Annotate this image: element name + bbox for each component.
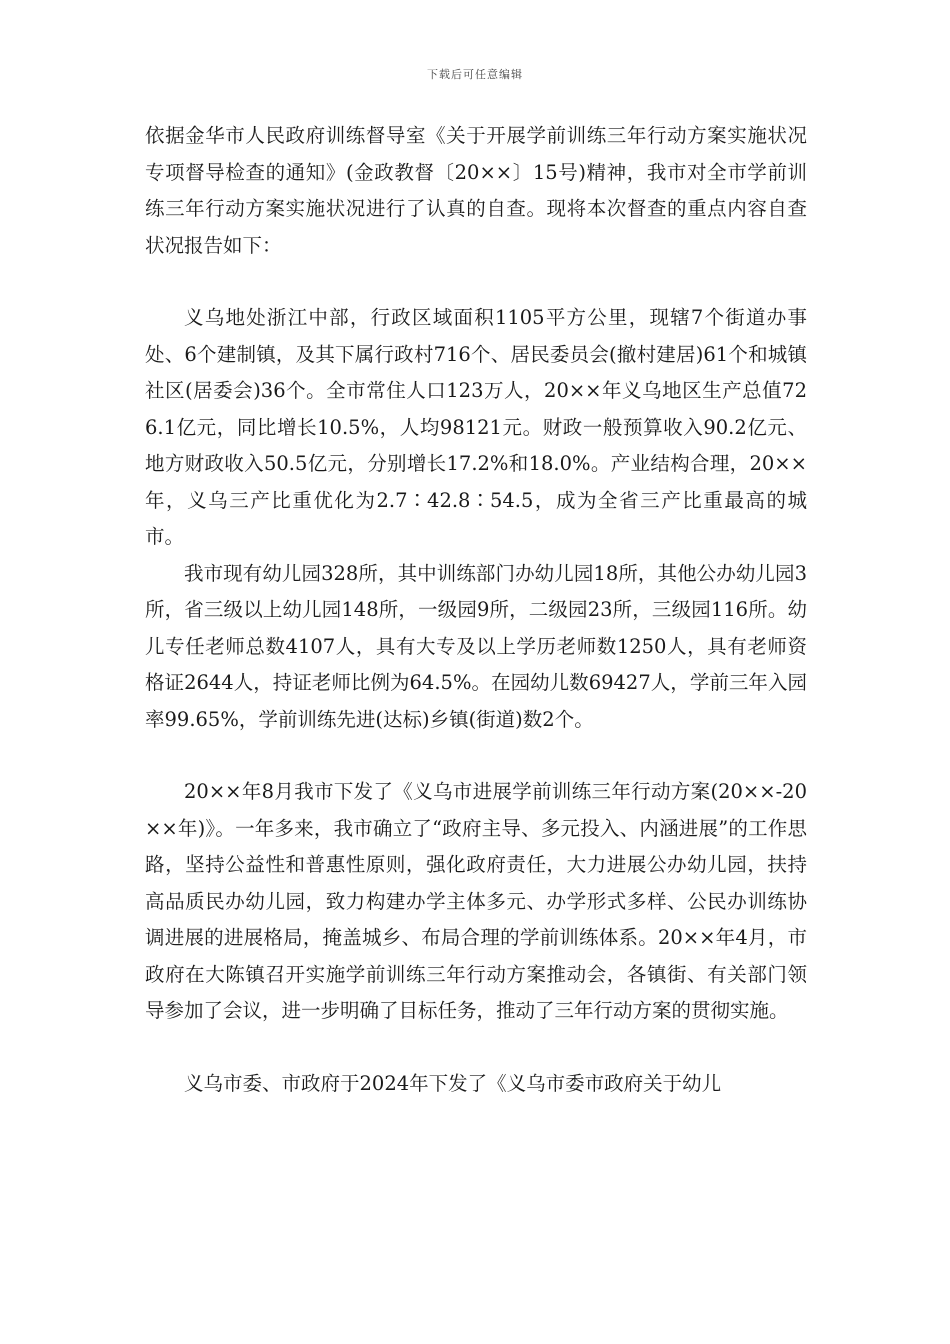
paragraph-kindergartens: 我市现有幼儿园328所，其中训练部门办幼儿园18所，其他公办幼儿园3所，省三级以上幼儿园148所，一级园9所，二级园23所，三级园116所。幼儿专任老师总数4107人，具有大专及以上学历老师数1250人，具有老师资格证2644人，持证老师比例为64.5%。在园幼儿数69427人，学前三年入园率99.65%，学前训练先进(达标)乡镇(街道)数2个。	[145, 561, 807, 731]
header-note: 下载后可任意编辑	[427, 68, 523, 81]
paragraph-intro: 依据金华市人民政府训练督导室《关于开展学前训练三年行动方案实施状况专项督导检查的通知》(金政教督〔20××〕15号)精神，我市对全市学前训练三年行动方案实施状况进行了认真的自查。现将本次督查的重点内容自查状况报告如下：	[145, 124, 807, 257]
document-body	[145, 118, 807, 1102]
paragraph-action-plan: 20××年8月我市下发了《义乌市进展学前训练三年行动方案(20××-20××年)》。一年多来，我市确立了“政府主导、多元投入、内涵进展”的工作思路，坚持公益性和普惠性原则，强化政府责任，大力进展公办幼儿园，扶持高品质民办幼儿园，致力构建办学主体多元、办学形式多样、公民办训练协调进展的进展格局，掩盖城乡、布局合理的学前训练体系。20××年4月，市政府在大陈镇召开实施学前训练三年行动方案推动会，各镇街、有关部门领导参加了会议，进一步明确了目标任务，推动了三年行动方案的贯彻实施。	[145, 780, 807, 1022]
paragraph-overview: 义乌地处浙江中部，行政区域面积1105平方公里，现辖7个街道办事处、6个建制镇，及其下属行政村716个、居民委员会(撤村建居)61个和城镇社区(居委会)36个。全市常住人口123万人，20××年义乌地区生产总值726.1亿元，同比增长10.5%，人均98121元。财政一般预算收入90.2亿元、地方财政收入50.5亿元，分别增长17.2%和18.0%。产业结构合理，20××年，义乌三产比重优化为2.7∶42.8∶54.5，成为全省三产比重最高的城市。	[145, 306, 807, 548]
paragraph-municipal: 义乌市委、市政府于2024年下发了《义乌市委市政府关于幼儿	[184, 1071, 722, 1095]
